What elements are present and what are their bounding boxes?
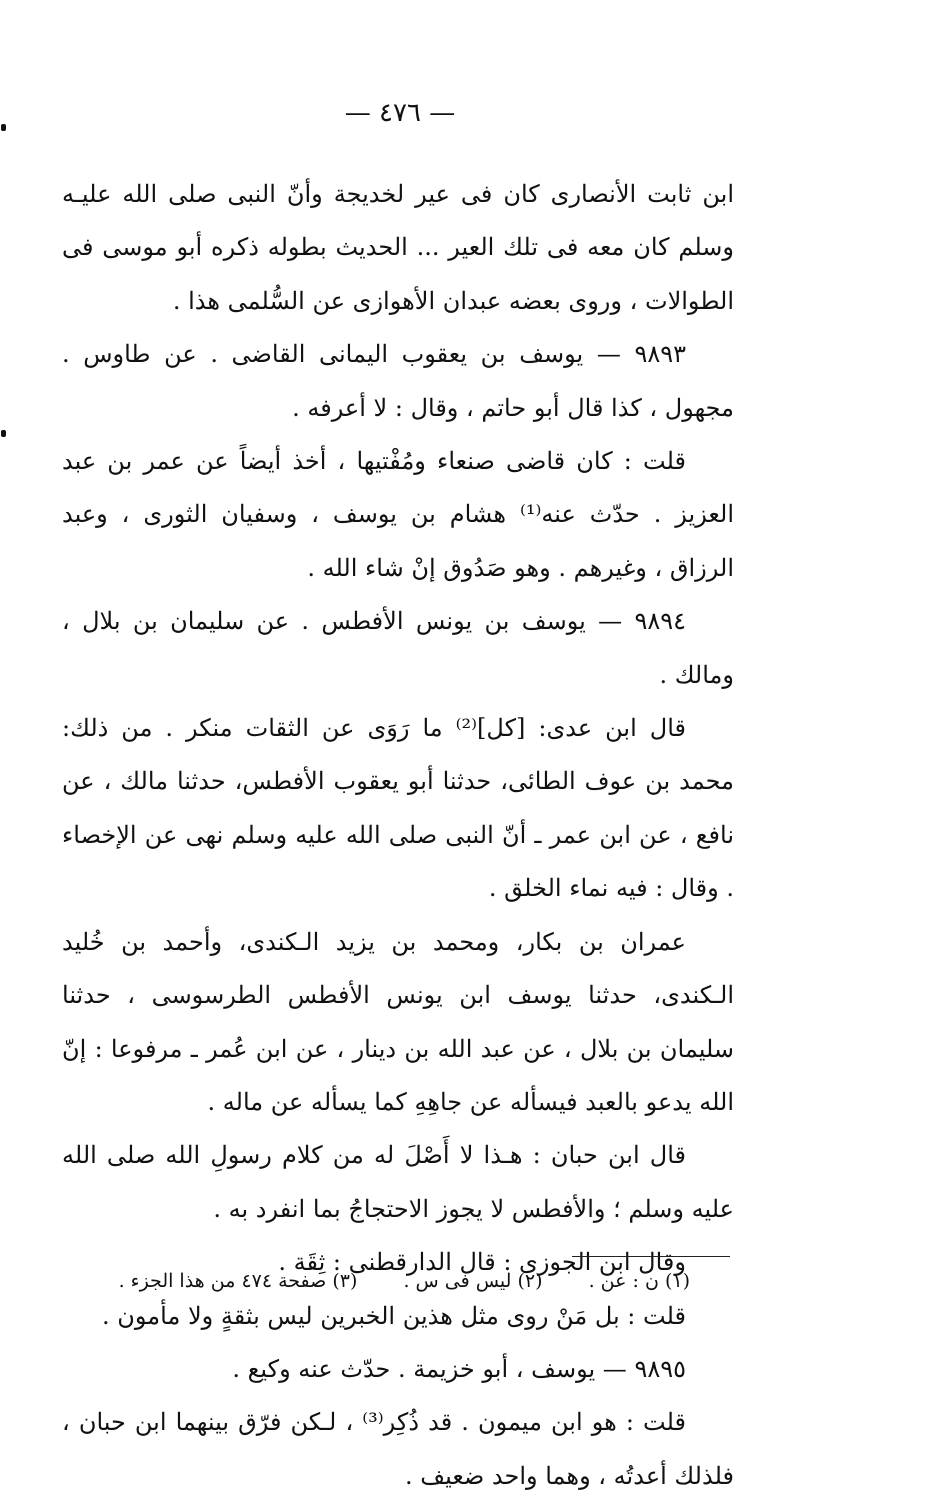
page-number: — ٤٧٦ —	[344, 98, 456, 128]
entry-9894: ٩٨٩٤ — يوسف بن يونس الأفطس . عن سليمان بن بلال ، ومالك .	[62, 607, 734, 689]
entry-9893: ٩٨٩٣ — يوسف بن يعقوب اليمانى القاضى . عن طاوس . مجهول ، كذا قال أبو حاتم ، وقال : لا أعرفه .	[62, 340, 734, 422]
footnote-divider	[572, 1256, 730, 1257]
footnote-1: (١) ن : عن .	[588, 1270, 690, 1292]
main-text	[62, 168, 734, 1503]
entry-9895: ٩٨٩٥ — يوسف ، أبو خزيمة . حدّث عنه وكيع .	[232, 1354, 686, 1383]
paragraph: عمران بن بكار، ومحمد بن يزيد الـكندى، وأحمد بن خُليد الـكندى، حدثنا يوسف ابن يونس الأفطس الطرسوسى ، حدثنا سليمان بن بلال ، عن عبد الله بن دينار ، عن ابن عُمر ـ مرفوعا : إنّ الله يدعو بالعبد فيسأله عن جاهِهِ كما يسأله عن ماله .	[62, 927, 734, 1116]
paragraph: ابن ثابت الأنصارى كان فى عير لخديجة وأنّ النبى صلى الله عليـه وسلم كان معه فى تلك العير ... الحديث بطوله ذكره أبو موسى فى الطوالات ، وروى بعضه عبدان الأهوازى عن السُّلمى هذا .	[62, 180, 734, 315]
footnotes	[90, 1266, 690, 1296]
paragraph: قال ابن حبان : هـذا لا أَصْلَ له من كلام رسولِ الله صلى الله عليه وسلم ؛ والأفطس لا يجوز الاحتجاجُ بما انفرد به .	[62, 1141, 734, 1223]
paragraph: قلت : هو ابن ميمون . قد ذُكِر⁽³⁾ ، لـكن فرّق بينهما ابن حبان ، فلذلك أعدتُه ، وهما واحد ضعيف .	[62, 1408, 734, 1490]
scan-edge-mark	[1, 430, 6, 437]
paragraph: وقال ابن الجوزى : قال الدارقطنى : ثِقَة .	[278, 1248, 686, 1277]
footnote-2: (٢) ليس فى س .	[403, 1270, 543, 1292]
paragraph: قلت : بل مَنْ روى مثل هذين الخبرين ليس بثقةٍ ولا مأمون .	[102, 1301, 686, 1330]
footnote-3: (٣) صفحة ٤٧٤ من هذا الجزء .	[118, 1270, 358, 1292]
paragraph: قال ابن عدى: [كل]⁽²⁾ ما رَوَى عن الثقات منكر . من ذلك: محمد بن عوف الطائى، حدثنا أبو يعقوب الأفطس، حدثنا مالك ، عن نافع ، عن ابن عمر ـ أنّ النبى صلى الله عليه وسلم نهى عن الإخصاء . وقال : فيه نماء الخلق .	[62, 714, 734, 903]
paragraph: قلت : كان قاضى صنعاء ومُفْتيها ، أخذ أيضاً عن عمر بن عبد العزيز . حدّث عنه⁽¹⁾ هشام بن يوسف ، وسفيان الثورى ، وعبد الرزاق ، وغيرهم . وهو صَدُوق إنْ شاء الله .	[62, 447, 734, 582]
